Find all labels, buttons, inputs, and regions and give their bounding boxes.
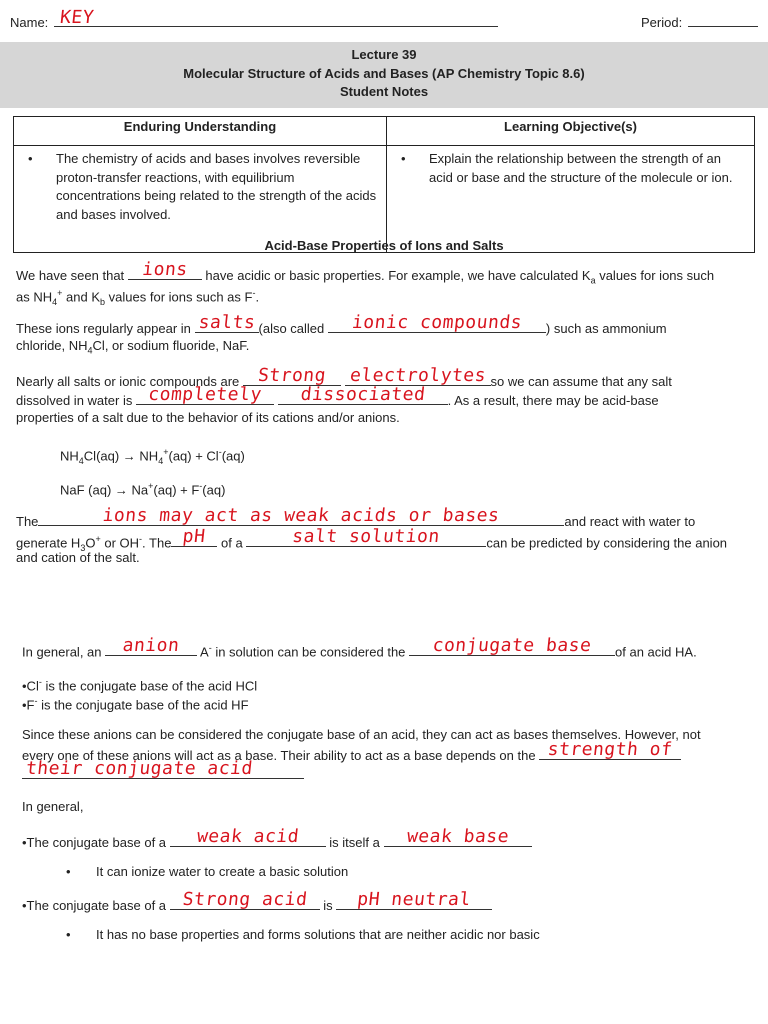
answer-ph: pH [182,526,207,548]
blank-salts[interactable] [195,312,259,333]
name-field[interactable] [54,7,498,28]
learning-objective-text: Explain the relationship between the strength of an acid or base and the structure of the molecule or ion. [429,151,733,185]
learning-objective-cell: • Explain the relationship between the strength of an acid or base and the structure of the molecule or ion. [387,146,755,253]
p4-line3: and cation of the salt. [16,550,140,565]
answer-strong: Strong [256,365,328,386]
answer-strong-acid: Strong acid [181,889,309,910]
answer-ions-may-act: ions may act as weak acids or bases [101,505,501,526]
p9-line1: •The conjugate base of a Strong acid is pH neutral [22,895,492,915]
p3-line1: Nearly all salts or ionic compounds are Strong electrolytes so we can assume that any salt [16,365,672,389]
blank-weak-base[interactable] [384,826,532,847]
p3-line2: dissolved in water is completely dissociated . As a result, there may be acid-base [16,384,659,408]
answer-electrolytes: electrolytes [348,365,487,386]
equation-nh4cl: $NH_4Cl(aq) \to NH_4^+(aq) + Cl^-(aq)$ [60,447,245,466]
period-field[interactable] [688,12,758,27]
answer-anion: anion [121,635,181,657]
p6-line1: Since these anions can be considered the conjugate base of an acid, they can act as bases themselves. However, not [22,727,701,742]
answer-ph-neutral: pH neutral [356,889,473,910]
answer-salts: salts [197,312,257,333]
blank-strong-acid[interactable] [170,889,320,910]
enduring-understanding-header: Enduring Understanding [14,117,387,146]
answer-ionic-compounds: ionic compounds [350,312,524,333]
title-band [0,42,768,108]
p9-bullet: • It has no base properties and forms solutions that are neither acidic nor basic [66,927,540,942]
name-row [10,7,498,32]
section-title: Acid-Base Properties of Ions and Salts [264,238,504,253]
blank-strength-of[interactable] [539,739,681,760]
p8-bullet: • It can ionize water to create a basic solution [66,864,349,879]
blank-ph[interactable] [171,526,217,548]
name-label: Name: [10,15,49,30]
answer-ions: ions [141,259,189,280]
blank-conjugate-base[interactable] [409,635,615,657]
p8-line1: •The conjugate base of a weak acid is itself a weak base [22,832,532,852]
bullet-f: •F- is the conjugate base of the acid HF [22,696,249,713]
p4-line2: generate $H_3O^+$ or OH-. The pH of a salt solution can be predicted by considering the anion [16,526,728,553]
equation-naf: NaF (aq) → Na+(aq) + F-(aq) [60,481,226,498]
blank-salt-solution[interactable] [246,526,486,548]
lecture-number: Lecture 39 [351,47,417,62]
p6-line2: every one of these anions will act as a base. Their ability to act as a base depends on the strength of [22,745,681,765]
blank-their-conjugate-acid[interactable] [22,758,304,779]
answer-dissociated: dissociated [299,384,427,405]
blank-dissociated[interactable] [278,384,448,405]
p6-line3 [22,758,304,784]
blank-completely[interactable] [136,384,274,405]
blank-anion[interactable] [105,635,197,657]
p1-line2: as $NH_4^+$ and $K_b$ values for ions such as F-. [16,288,260,307]
answer-completely: completely [147,384,263,405]
blank-ionic-compounds[interactable] [328,312,546,333]
learning-objective-header: Learning Objective(s) [387,117,755,146]
answer-weak-base: weak base [405,826,510,847]
bullet-cl: •Cl- is the conjugate base of the acid HCl [22,677,258,694]
p4-line1: The ions may act as weak acids or bases and react with water to [16,505,696,529]
p2-line1: These ions regularly appear in salts (also called ionic compounds ) such as ammonium [16,312,667,336]
objectives-table [13,116,755,253]
blank-weak-acid[interactable] [170,826,326,847]
p7: In general, [22,799,84,814]
lecture-title: Molecular Structure of Acids and Bases (AP Chemistry Topic 8.6) [183,65,585,81]
p5-line1: In general, an anion A- in solution can be considered the conjugate base of an acid HA. [22,635,697,660]
period-label: Period: [641,15,683,30]
answer-strength-of: strength of [546,739,674,760]
period-row [641,12,758,32]
p1-line1: We have seen that ions have acidic or basic properties. For example, we have calculated $K_a$ values for ions such [16,259,715,286]
enduring-understanding-cell: • The chemistry of acids and bases involves reversible proton-transfer reactions, with equilibrium concentrations being related to the strength of the acids and bases involved. [14,146,387,253]
name-value: KEY [58,7,96,28]
answer-their-conjugate-acid: their conjugate acid [24,758,254,779]
blank-ions[interactable] [128,259,202,280]
p2-line2: chloride, $NH_4Cl$, or sodium fluoride, NaF. [16,338,250,356]
p3-line3: properties of a salt due to the behavior of its cations and/or anions. [16,410,400,425]
lecture-subtitle: Student Notes [339,84,429,99]
answer-salt-solution: salt solution [291,526,442,548]
enduring-understanding-text: The chemistry of acids and bases involves reversible proton-transfer reactions, with equilibrium concentrations being related to the strength of the acids and bases involved. [56,151,377,222]
answer-weak-acid: weak acid [195,826,300,847]
blank-ph-neutral[interactable] [336,889,492,910]
answer-conjugate-base: conjugate base [431,635,593,657]
